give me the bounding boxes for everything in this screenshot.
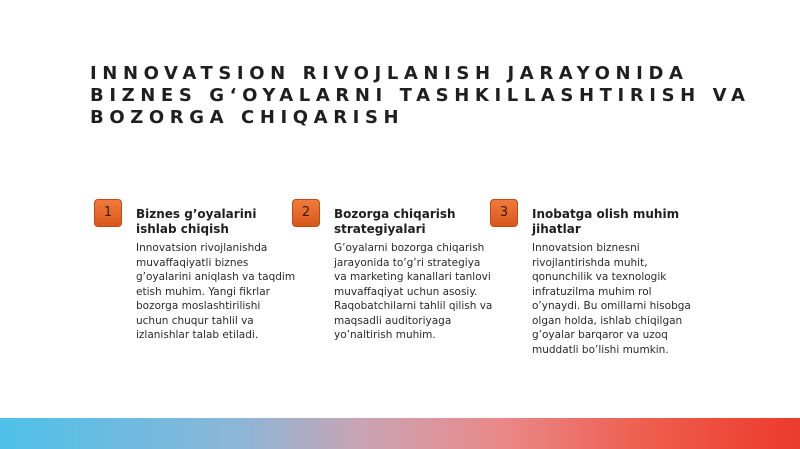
slide-title-line-1: INNOVATSION RIVOJLANISH JARAYONIDA <box>90 63 689 84</box>
item-3-text: Innovatsion biznesni rivojlantirishda muhit, qonunchilik va texnologik infratuzilma muhim rol o’ynaydi. Bu omillarni hisobga olgan holda, ishlab chiqilgan g’oyalar barqaror va uzoq muddatli bo’lishi mumkin. <box>532 242 691 356</box>
slide-title-line-3: BOZORGA CHIQARISH <box>90 107 405 128</box>
slide-title-line-2: BIZNES G‘OYALARNI TASHKILLASHTIRISH VA <box>90 85 751 106</box>
number-badge-1: 1 <box>94 199 122 227</box>
item-2-text: G’oyalarni bozorga chiqarish jarayonida to’g’ri strategiya va marketing kanallari tanlovi muvaffaqiyat uchun asosiy. Raqobatchilarni tahlil qilish va maqsadli auditoriyaga yo’naltirish muhim. <box>334 242 493 341</box>
number-badge-3: 3 <box>490 199 518 227</box>
item-1-text: Innovatsion rivojlanishda muvaffaqiyatli biznes g’oyalarini aniqlash va taqdim etish muhim. Yangi fikrlar bozorga moslashtirilishi uchun chuqur tahlil va izlanishlar talab etiladi. <box>136 242 296 341</box>
gradient-footer-bar <box>0 418 800 449</box>
slide-title <box>90 63 780 129</box>
item-3-heading: Inobatga olish muhim jihatlar <box>532 207 680 236</box>
item-2-heading: Bozorga chiqarish strategiyalari <box>334 207 456 236</box>
item-1-heading: Biznes g’oyalarini ishlab chiqish <box>136 207 257 236</box>
number-badge-2: 2 <box>292 199 320 227</box>
